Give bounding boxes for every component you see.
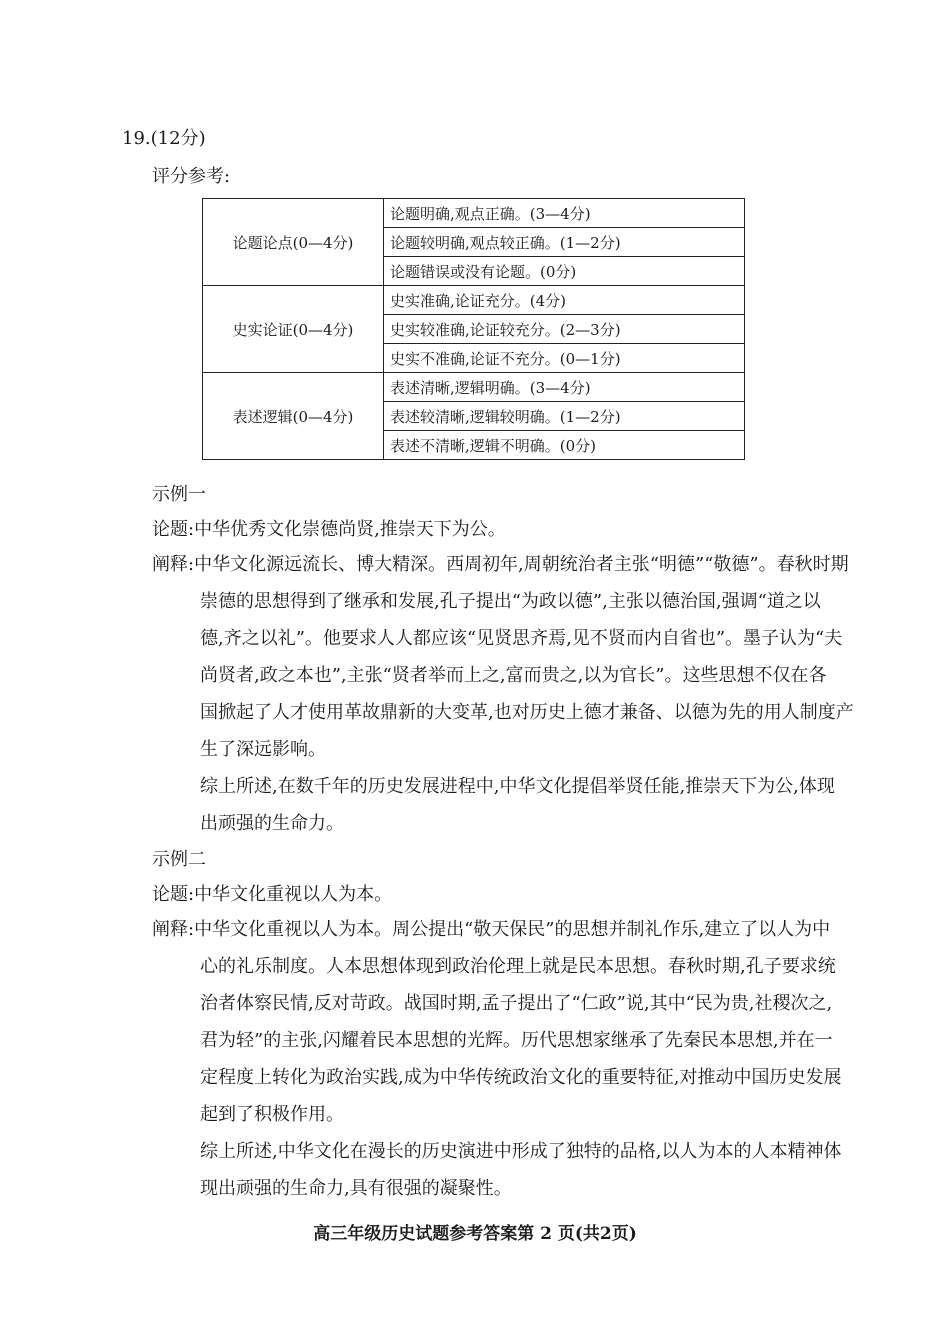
rubric-level: 表述较清晰,逻辑较明确。(1—2分) [384,402,745,431]
example-two-label: 示例二 [152,849,206,870]
example-one-line: 崇德的思想得到了继承和发展,孔子提出“为政以德”,主张以德治国,强调“道之以 [200,591,821,612]
example-two-line: 阐释:中华文化重视以人为本。周公提出“敬天保民”的思想并制礼作乐,建立了以人为中 [152,919,831,940]
example-two-conclusion: 综上所述,中华文化在漫长的历史演进中形成了独特的品格,以人为本的人本精神体 [200,1141,842,1162]
example-one-thesis: 论题:中华优秀文化崇德尚贤,推崇天下为公。 [152,519,506,540]
question-points: (12分) [150,128,206,149]
rubric-category: 史实论证(0—4分) [203,286,384,373]
example-two-line: 治者体察民情,反对苛政。战国时期,孟子提出了“仁政”说,其中“民为贵,社稷次之, [200,993,833,1014]
rubric-level: 表述清晰,逻辑明确。(3—4分) [384,373,745,402]
example-one-conclusion: 综上所述,在数千年的历史发展进程中,中华文化提倡举贤任能,推崇天下为公,体现 [200,776,835,797]
scoring-reference-heading: 评分参考: [152,166,231,187]
rubric-level: 论题较明确,观点较正确。(1—2分) [384,228,745,257]
rubric-level: 史实较准确,论证较充分。(2—3分) [384,315,745,344]
example-one-label: 示例一 [152,484,206,505]
example-one-line: 生了深远影响。 [200,739,326,760]
rubric-category: 论题论点(0—4分) [203,199,384,286]
rubric-level: 表述不清晰,逻辑不明确。(0分) [384,431,745,460]
example-two-line: 心的礼乐制度。人本思想体现到政治伦理上就是民本思想。春秋时期,孔子要求统 [200,956,836,977]
example-two-thesis: 论题:中华文化重视以人为本。 [152,884,393,905]
table-row [203,286,745,315]
rubric-level: 论题明确,观点正确。(3—4分) [384,199,745,228]
page-footer: 高三年级历史试题参考答案第 2 页(共2页) [313,1224,637,1244]
rubric-level: 史实不准确,论证不充分。(0—1分) [384,344,745,373]
example-two-line: 起到了积极作用。 [200,1104,344,1125]
rubric-level: 论题错误或没有论题。(0分) [384,257,745,286]
example-one-line: 国掀起了人才使用革故鼎新的大变革,也对历史上德才兼备、以德为先的用人制度产 [200,702,854,723]
example-one-line: 德,齐之以礼”。他要求人人都应该“见贤思齐焉,见不贤而内自省也”。墨子认为“夫 [200,628,843,649]
example-one-line: 尚贤者,政之本也”,主张“贤者举而上之,富而贵之,以为官长”。这些思想不仅在各 [200,665,827,686]
example-two-line: 君为轻”的主张,闪耀着民本思想的光辉。历代思想家继承了先秦民本思想,并在一 [200,1030,833,1051]
question-number: 19. [122,128,151,149]
table-row [203,373,745,402]
example-two-line: 定程度上转化为政治实践,成为中华传统政治文化的重要特征,对推动中国历史发展 [200,1067,842,1088]
example-one-conclusion: 出顽强的生命力。 [200,813,344,834]
example-one-line: 阐释:中华文化源远流长、博大精深。西周初年,周朝统治者主张“明德”“敬德”。春秋时期 [152,554,849,575]
question-heading [122,124,206,150]
example-two-conclusion: 现出顽强的生命力,具有很强的凝聚性。 [200,1178,512,1199]
rubric-category: 表述逻辑(0—4分) [203,373,384,460]
rubric-level: 史实准确,论证充分。(4分) [384,286,745,315]
table-row [203,199,745,228]
scoring-rubric-table [202,198,745,460]
